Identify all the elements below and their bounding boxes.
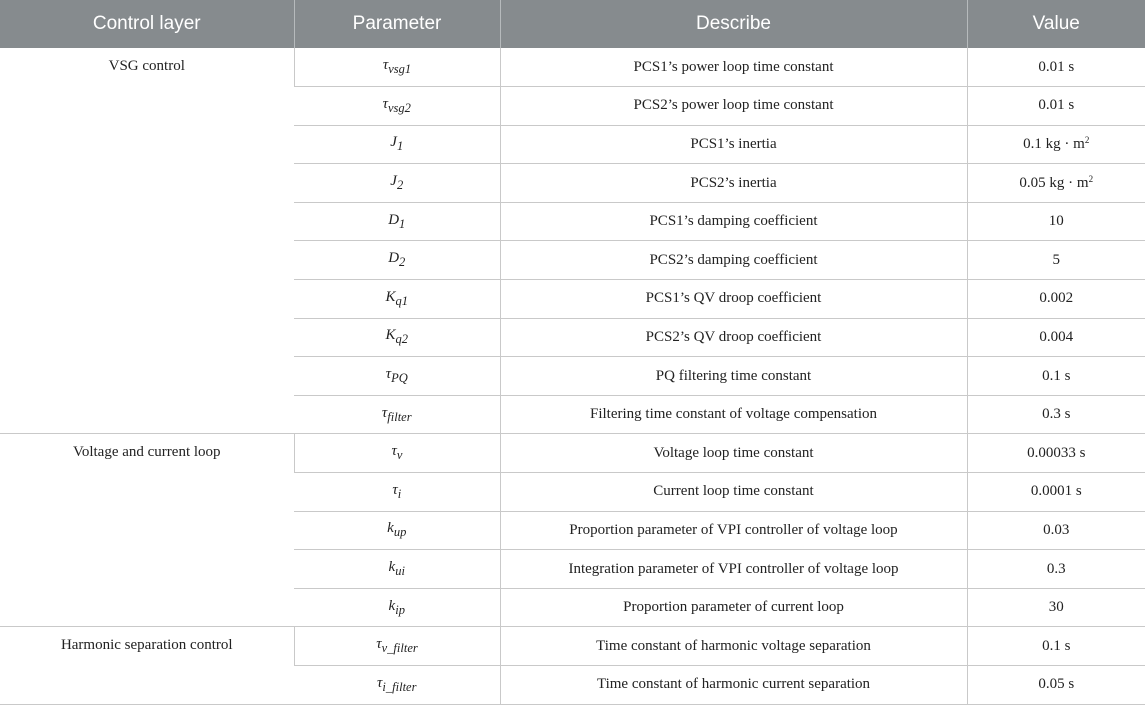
parameter-cell bbox=[294, 318, 500, 357]
value-text: 0.0001 s bbox=[1030, 483, 1082, 500]
parameter-subscript: PQ bbox=[391, 371, 408, 386]
table-row bbox=[0, 48, 1145, 87]
value-text: 0.1 s bbox=[1042, 637, 1071, 654]
header-row bbox=[0, 0, 1145, 48]
table-body bbox=[0, 48, 1145, 704]
parameter-cell bbox=[294, 434, 500, 473]
parameter-cell bbox=[294, 395, 500, 434]
describe-cell: PCS2’s power loop time constant bbox=[500, 87, 967, 126]
describe-cell: PCS1’s inertia bbox=[500, 125, 967, 164]
parameter-cell bbox=[294, 473, 500, 512]
parameter-symbol: D bbox=[388, 211, 400, 228]
parameter-subscript: 1 bbox=[399, 216, 406, 231]
value-cell bbox=[967, 164, 1145, 203]
parameter-cell bbox=[294, 666, 500, 705]
value-cell bbox=[967, 434, 1145, 473]
value-exponent: 2 bbox=[1088, 173, 1094, 184]
describe-cell: PCS2’s damping coefficient bbox=[500, 241, 967, 280]
value-cell bbox=[967, 48, 1145, 87]
value-text: 0.00033 s bbox=[1027, 444, 1086, 461]
parameter-subscript: up bbox=[393, 525, 407, 540]
parameter-subscript: 2 bbox=[396, 178, 404, 193]
describe-cell: PCS1’s damping coefficient bbox=[500, 202, 967, 241]
parameter-symbol: k bbox=[388, 597, 396, 614]
parameter-symbol: J bbox=[390, 173, 397, 190]
parameter-cell bbox=[294, 164, 500, 203]
parameter-subscript: filter bbox=[387, 409, 412, 424]
value-text: 0.3 s bbox=[1042, 406, 1071, 423]
value-cell bbox=[967, 241, 1145, 280]
describe-cell: PCS2’s QV droop coefficient bbox=[500, 318, 967, 357]
parameter-cell bbox=[294, 357, 500, 396]
value-cell bbox=[967, 202, 1145, 241]
value-text: 0.002 bbox=[1039, 290, 1074, 307]
value-text: 0.05 s bbox=[1038, 676, 1075, 693]
describe-cell: Proportion parameter of VPI controller of voltage loop bbox=[500, 511, 967, 550]
parameter-cell bbox=[294, 550, 500, 589]
parameter-subscript: ui bbox=[395, 564, 405, 579]
parameter-symbol: τ bbox=[391, 443, 397, 460]
value-text: 30 bbox=[1048, 599, 1064, 616]
value-text: 0.1 kg · m bbox=[1023, 135, 1085, 152]
describe-cell: Filtering time constant of voltage compensation bbox=[500, 395, 967, 434]
value-cell bbox=[967, 627, 1145, 666]
describe-cell: Proportion parameter of current loop bbox=[500, 588, 967, 627]
parameter-subscript: ip bbox=[395, 602, 405, 617]
parameter-cell bbox=[294, 125, 500, 164]
parameter-cell bbox=[294, 627, 500, 666]
parameter-cell bbox=[294, 511, 500, 550]
describe-cell: Time constant of harmonic current separation bbox=[500, 666, 967, 705]
describe-cell: Time constant of harmonic voltage separation bbox=[500, 627, 967, 666]
parameter-symbol: k bbox=[387, 520, 394, 537]
parameter-symbol: τ bbox=[385, 366, 392, 383]
parameter-symbol: τ bbox=[382, 95, 388, 112]
control-layer-cell: Harmonic separation control bbox=[0, 627, 294, 704]
header-describe: Describe bbox=[500, 0, 967, 48]
value-cell bbox=[967, 125, 1145, 164]
parameter-cell bbox=[294, 588, 500, 627]
value-text: 0.01 s bbox=[1038, 97, 1075, 114]
parameter-cell bbox=[294, 241, 500, 280]
parameter-subscript: q2 bbox=[395, 332, 408, 347]
describe-cell: PQ filtering time constant bbox=[500, 357, 967, 396]
value-text: 5 bbox=[1052, 251, 1060, 268]
value-cell bbox=[967, 87, 1145, 126]
header-control-layer: Control layer bbox=[0, 0, 294, 48]
describe-cell: PCS2’s inertia bbox=[500, 164, 967, 203]
value-cell bbox=[967, 318, 1145, 357]
value-text: 10 bbox=[1048, 213, 1064, 230]
parameter-symbol: K bbox=[385, 288, 396, 305]
parameter-subscript: 1 bbox=[396, 139, 404, 154]
value-cell bbox=[967, 473, 1145, 512]
parameter-symbol: J bbox=[390, 134, 397, 151]
value-cell bbox=[967, 280, 1145, 319]
value-exponent: 2 bbox=[1084, 134, 1090, 145]
parameter-subscript: v_filter bbox=[381, 641, 418, 656]
parameter-symbol: τ bbox=[381, 404, 388, 421]
parameter-subscript: vsg2 bbox=[387, 100, 411, 115]
control-layer-cell: Voltage and current loop bbox=[0, 434, 294, 627]
parameter-cell bbox=[294, 280, 500, 319]
control-layer-cell: VSG control bbox=[0, 48, 294, 434]
value-text: 0.05 kg · m bbox=[1019, 174, 1089, 191]
parameter-subscript: vsg1 bbox=[388, 62, 412, 77]
header-value: Value bbox=[967, 0, 1145, 48]
parameter-symbol: τ bbox=[382, 57, 389, 74]
value-text: 0.3 bbox=[1046, 560, 1066, 577]
value-cell bbox=[967, 588, 1145, 627]
value-cell bbox=[967, 511, 1145, 550]
describe-cell: PCS1’s power loop time constant bbox=[500, 48, 967, 87]
parameter-symbol: τ bbox=[377, 674, 383, 691]
parameter-symbol: k bbox=[388, 559, 396, 576]
value-cell bbox=[967, 357, 1145, 396]
parameter-symbol: τ bbox=[376, 636, 382, 653]
describe-cell: PCS1’s QV droop coefficient bbox=[500, 280, 967, 319]
value-text: 0.01 s bbox=[1038, 58, 1075, 75]
parameter-subscript: 2 bbox=[399, 255, 406, 270]
describe-cell: Voltage loop time constant bbox=[500, 434, 967, 473]
parameter-subscript: i_filter bbox=[382, 679, 417, 694]
value-cell bbox=[967, 550, 1145, 589]
describe-cell: Current loop time constant bbox=[500, 473, 967, 512]
parameter-symbol: τ bbox=[392, 481, 398, 498]
parameter-subscript: v bbox=[396, 448, 403, 463]
parameter-subscript: i bbox=[397, 486, 402, 501]
parameter-cell bbox=[294, 202, 500, 241]
value-text: 0.03 bbox=[1043, 521, 1070, 538]
value-cell bbox=[967, 666, 1145, 705]
header-parameter: Parameter bbox=[294, 0, 500, 48]
table-row bbox=[0, 627, 1145, 666]
describe-cell: Integration parameter of VPI controller of voltage loop bbox=[500, 550, 967, 589]
parameter-cell bbox=[294, 87, 500, 126]
value-text: 0.004 bbox=[1039, 328, 1074, 345]
parameter-symbol: K bbox=[385, 327, 396, 344]
parameter-cell bbox=[294, 48, 500, 87]
parameter-subscript: q1 bbox=[395, 293, 408, 308]
parameter-symbol: D bbox=[388, 250, 400, 267]
table-row bbox=[0, 434, 1145, 473]
value-text: 0.1 s bbox=[1042, 367, 1071, 384]
value-cell bbox=[967, 395, 1145, 434]
